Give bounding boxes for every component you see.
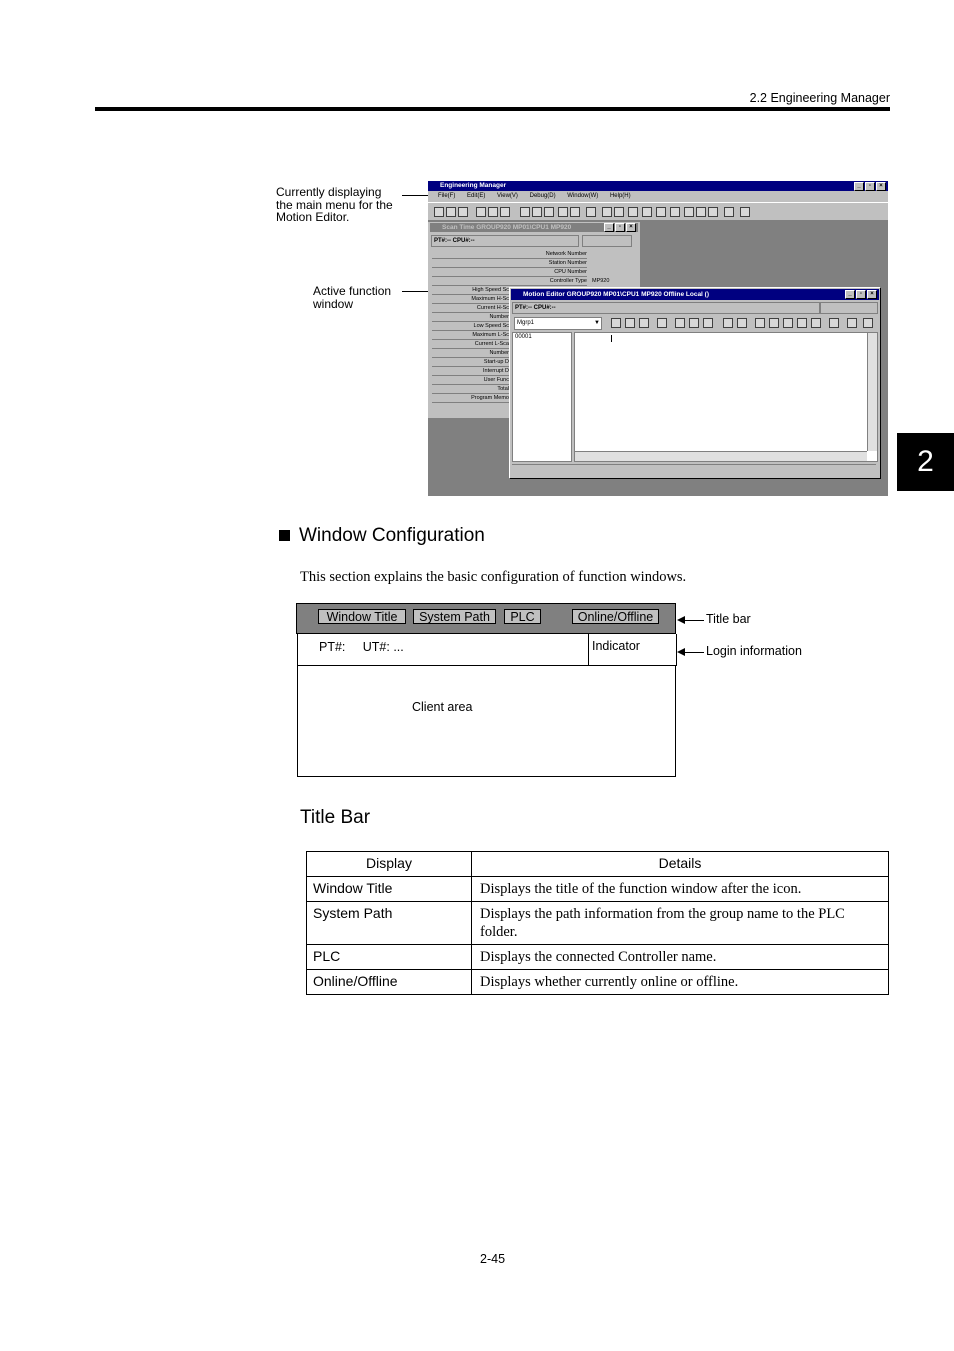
motion-group-value: Mgrp1 [517,320,535,326]
window-icon [602,207,612,217]
tool-icon [675,318,685,328]
table-cell-display: System Path [307,902,472,945]
table-cell-display: PLC [307,945,472,970]
minimize-icon: _ [845,290,855,299]
tool-icon [558,207,568,217]
running-header: 2.2 Engineering Manager [749,91,890,105]
tool-icon [544,207,554,217]
menu-view: View(V) [497,193,518,199]
scan-row: High Speed Sc [432,286,509,295]
close-icon [863,318,873,328]
close-icon: × [867,290,877,299]
scan-row: Station Number [432,259,587,268]
minimize-icon: _ [854,182,864,191]
scan-row: Current L-Sca [432,340,509,349]
tool-icon [684,207,694,217]
table-cell-display: Window Title [307,877,472,902]
restore-icon: ▫ [615,223,625,232]
motion-login-field: PT#:-- CPU#:-- [512,302,820,314]
window-controls [854,182,886,191]
window-controls [845,290,877,299]
table-row [307,945,889,970]
diagram-plc: PLC [504,609,541,624]
tool-icon [847,318,857,328]
diagram-indicator: Indicator [592,639,640,653]
close-icon: × [626,223,636,232]
window-icon [614,207,624,217]
menu-help: Help(H) [609,193,631,199]
scan-time-title-bar [430,223,638,232]
scan-row: Number [432,313,509,322]
tool-icon [689,318,699,328]
scan-indicator-field [582,235,632,247]
subsection-title: Title Bar [300,807,371,828]
vertical-scrollbar [867,333,877,451]
table-cell-details: Displays the title of the function window after the icon. [472,877,889,902]
engineering-manager-screenshot [428,181,888,496]
window-controls [604,223,636,232]
callout-active-line: window [313,296,354,311]
scan-row: Low Speed Sc [432,322,509,331]
monitor-icon [520,207,530,217]
menu-edit: Edit(E) [467,193,486,199]
scan-row: CPU Number [432,268,587,277]
tool-icon [657,318,667,328]
diagram-login-text: PT#: UT#: ... [319,640,404,654]
tool-icon [769,318,779,328]
scan-row: Controller Type [432,277,587,286]
arrow-line [684,620,704,621]
motion-editor-window [509,287,881,479]
table-row [307,970,889,995]
line-number-pane [512,332,572,462]
menu-window: Window(W) [567,193,599,199]
callout-main-menu-line: the main menu for the [276,197,393,212]
app-menu-bar [428,191,888,202]
scan-row: Total [432,385,509,394]
horizontal-scrollbar [575,451,867,461]
restore-icon: ▫ [856,290,866,299]
table-header-row [307,852,889,877]
text-cursor [611,335,612,342]
page-number: 2-45 [480,1252,506,1266]
diagram-client-area [297,665,676,777]
section-bullet [279,530,290,541]
window-icon [628,207,638,217]
tool-icon [670,207,680,217]
print-icon [458,207,468,217]
line-number: 00001 [515,334,532,340]
status-bar [512,464,876,475]
app-title: Engineering Manager [440,182,507,189]
scan-row: Start-up D [432,358,509,367]
section-intro: This section explains the basic configuration of function windows. [300,569,687,585]
tool-icon [724,207,734,217]
scan-row: Maximum L-Sc [432,331,509,340]
chapter-tab: 2 [897,433,954,491]
table-header: Details [472,852,889,877]
menu-file: File(F) [438,193,456,199]
tool-icon [532,207,542,217]
scan-login-field: PT#:-- CPU#:-- [431,235,579,247]
scan-row: User Func [432,376,509,385]
diagram-login-divider [588,634,589,666]
callout-main-menu-line: Currently displaying [276,185,382,199]
chevron-down-icon: ▼ [594,320,600,326]
arrow-line [684,652,704,653]
menu-debug: Debug(D) [529,193,556,199]
save-icon [639,318,649,328]
diagram-window-title: Window Title [318,609,406,624]
tool-icon [708,207,718,217]
scan-row: Current H-Sc [432,304,509,313]
tool-icon [611,318,621,328]
motion-group-select [514,317,602,330]
callout-main-menu-line: Motion Editor. [276,210,350,224]
table-header: Display [307,852,472,877]
callout-main-menu [276,186,393,224]
tool-icon [737,318,747,328]
scan-row: Interrupt D [432,367,509,376]
app-title-bar [428,181,888,191]
tool-icon [656,207,666,217]
tool-icon [570,207,580,217]
scan-row: Program Memo [432,394,509,403]
diagram-online-offline: Online/Offline [572,609,659,624]
scan-time-title: Scan Time GROUP920 MP01\CPU1 MP920 [442,224,572,231]
section-title: Window Configuration [299,525,485,546]
callout-active-line: Active function [313,284,392,298]
table-cell-details: Displays the path information from the group name to the PLC folder. [472,902,889,945]
table-row [307,902,889,945]
label-login-information: Login information [706,644,802,658]
tool-icon [797,318,807,328]
tool-icon [696,207,706,217]
minimize-icon: _ [604,223,614,232]
motion-editor-title: Motion Editor GROUP920 MP01\CPU1 MP920 Offline Local () [523,291,710,298]
help-icon [740,207,750,217]
scan-row: Network Number [432,250,587,259]
paste-icon [500,207,510,217]
tool-icon [811,318,821,328]
tool-icon [829,318,839,328]
tool-icon [783,318,793,328]
table-cell-details: Displays whether currently online or offline. [472,970,889,995]
table-row [307,877,889,902]
app-toolbar [428,202,888,221]
tool-icon [755,318,765,328]
close-icon: × [876,182,886,191]
scan-row: Number [432,349,509,358]
motion-editor-title-bar [511,289,879,300]
tool-icon [723,318,733,328]
label-title-bar: Title bar [706,612,751,626]
program-edit-pane [574,332,878,462]
motion-indicator-field [820,302,878,314]
new-icon [434,207,444,217]
callout-active-window [313,285,391,310]
scan-row: Maximum H-Sc [432,295,509,304]
title-bar-table [306,851,889,995]
header-rule [95,107,890,111]
cut-icon [476,207,486,217]
table-cell-display: Online/Offline [307,970,472,995]
diagram-client-label: Client area [412,700,473,714]
copy-icon [488,207,498,217]
window-icon [642,207,652,217]
tool-icon [586,207,596,217]
open-icon [446,207,456,217]
open-icon [625,318,635,328]
scan-controller-value: MP920 [592,278,610,284]
tool-icon [703,318,713,328]
restore-icon: ▫ [865,182,875,191]
table-cell-details: Displays the connected Controller name. [472,945,889,970]
diagram-system-path: System Path [413,609,496,624]
